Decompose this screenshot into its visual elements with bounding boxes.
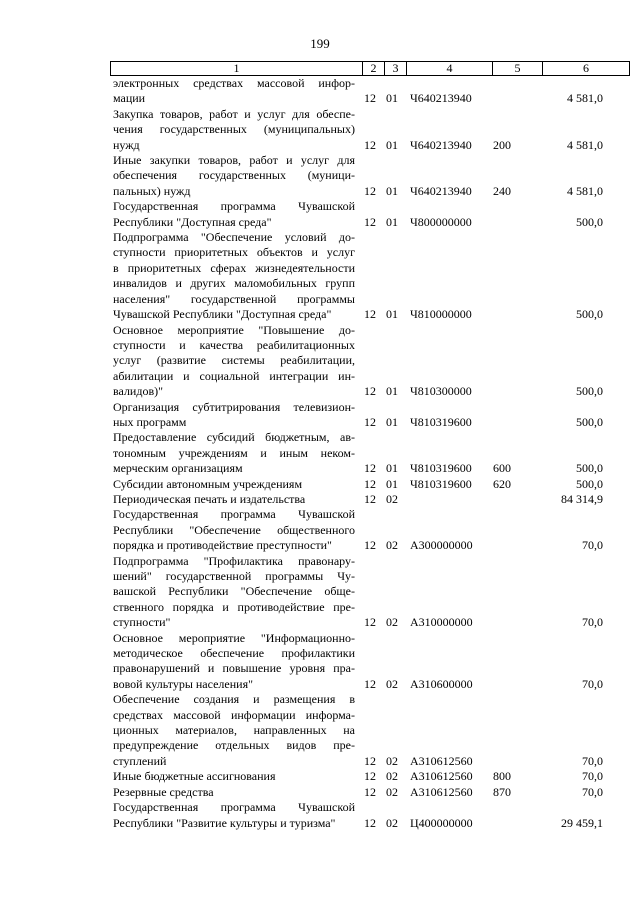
- table-row: [0, 492, 640, 507]
- target-article-code: Ч810000000: [410, 307, 472, 322]
- table-row: [0, 230, 640, 322]
- description-line: Субсидии автономным учреждениям: [113, 476, 303, 491]
- description-line: в приоритетных сферах жизнедеятельности: [113, 260, 355, 275]
- table-row: [0, 477, 640, 492]
- subsection-code: 02: [386, 676, 398, 691]
- description-line: пальных) нужд: [113, 183, 191, 198]
- description-line: абилитации и социальной интеграции ин-: [113, 368, 355, 383]
- table-row: [0, 785, 640, 800]
- section-code: 12: [364, 461, 376, 476]
- table-row: [0, 769, 640, 784]
- column-header-row: [111, 62, 630, 76]
- amount: 500,0: [576, 476, 603, 491]
- amount: 70,0: [582, 538, 603, 553]
- section-code: 12: [364, 307, 376, 322]
- table-row: [0, 692, 640, 769]
- description-line: Государственная программа Чувашской: [113, 507, 355, 522]
- section-code: 12: [364, 769, 376, 784]
- amount: 70,0: [582, 676, 603, 691]
- section-code: 12: [364, 384, 376, 399]
- section-code: 12: [364, 91, 376, 106]
- target-article-code: Ц400000000: [410, 815, 473, 830]
- section-code: 12: [364, 753, 376, 768]
- amount: 4 581,0: [567, 183, 603, 198]
- column-header-6: 6: [543, 62, 630, 76]
- target-article-code: Ч810319600: [410, 476, 472, 491]
- description-line: валидов)": [113, 384, 164, 399]
- description-line: Республики "Обеспечение общественного: [113, 522, 355, 537]
- expense-type-code: 620: [493, 476, 511, 491]
- row-description: [113, 153, 355, 199]
- target-article-code: Ч640213940: [410, 137, 472, 152]
- table-row: [0, 507, 640, 553]
- description-line: Резервные средства: [113, 784, 214, 799]
- description-line: Периодическая печать и издательства: [113, 491, 306, 506]
- description-line: мации: [113, 91, 146, 106]
- row-description: [113, 430, 355, 476]
- amount: 500,0: [576, 414, 603, 429]
- description-line: методическое обеспечение профилактики: [113, 646, 355, 661]
- description-line: Государственная программа Чувашской: [113, 199, 355, 214]
- subsection-code: 01: [386, 461, 398, 476]
- subsection-code: 01: [386, 214, 398, 229]
- table-row: [0, 554, 640, 631]
- amount: 70,0: [582, 784, 603, 799]
- row-description: [113, 230, 355, 322]
- description-line: Подпрограмма "Профилактика правонару-: [113, 553, 355, 568]
- amount: 500,0: [576, 214, 603, 229]
- target-article-code: Ч810300000: [410, 384, 472, 399]
- description-line: Государственная программа Чувашской: [113, 800, 355, 815]
- amount: 500,0: [576, 384, 603, 399]
- description-line: ционных материалов, направленных на: [113, 723, 355, 738]
- target-article-code: Ч640213940: [410, 183, 472, 198]
- row-description: [113, 199, 355, 230]
- amount: 4 581,0: [567, 91, 603, 106]
- amount: 4 581,0: [567, 137, 603, 152]
- section-code: 12: [364, 137, 376, 152]
- subsection-code: 01: [386, 414, 398, 429]
- description-line: Иные закупки товаров, работ и услуг для: [113, 153, 355, 168]
- description-line: Республики "Развитие культуры и туризма": [113, 815, 336, 830]
- target-article-code: А300000000: [410, 538, 473, 553]
- description-line: Основное мероприятие "Повышение до-: [113, 322, 355, 337]
- subsection-code: 01: [386, 307, 398, 322]
- description-line: ступности": [113, 615, 171, 630]
- target-article-code: Ч810319600: [410, 414, 472, 429]
- amount: 70,0: [582, 753, 603, 768]
- column-header-2: 2: [363, 62, 385, 76]
- target-article-code: Ч640213940: [410, 91, 472, 106]
- subsection-code: 01: [386, 91, 398, 106]
- row-description: [113, 400, 355, 431]
- column-header-table: [110, 61, 630, 76]
- description-line: Республики "Доступная среда": [113, 214, 272, 229]
- row-description: [113, 631, 355, 693]
- description-line: порядка и противодействие преступности": [113, 538, 332, 553]
- description-line: ступности и качества реабилитационных: [113, 337, 355, 352]
- subsection-code: 01: [386, 384, 398, 399]
- description-line: ных программ: [113, 414, 187, 429]
- section-code: 12: [364, 214, 376, 229]
- description-line: Обеспечение создания и размещения в: [113, 692, 355, 707]
- subsection-code: 01: [386, 476, 398, 491]
- row-description: [113, 769, 355, 784]
- description-line: Основное мероприятие "Информационно-: [113, 630, 355, 645]
- description-line: чения государственных (муниципальных): [113, 122, 355, 137]
- description-line: правонарушений и повышение уровня пра-: [113, 661, 355, 676]
- row-description: [113, 76, 355, 107]
- row-description: [113, 785, 355, 800]
- description-line: мерческим организациям: [113, 461, 243, 476]
- expense-type-code: 240: [493, 183, 511, 198]
- description-line: электронных средствах массовой инфор-: [113, 76, 355, 90]
- subsection-code: 02: [386, 784, 398, 799]
- section-code: 12: [364, 676, 376, 691]
- target-article-code: А310612560: [410, 769, 473, 784]
- description-line: услуг (развитие системы реабилитации,: [113, 353, 355, 368]
- row-description: [113, 800, 355, 831]
- expense-type-code: 870: [493, 784, 511, 799]
- expense-type-code: 800: [493, 769, 511, 784]
- budget-table-body: [0, 76, 640, 831]
- description-line: вашской Республики "Обеспечение обще-: [113, 584, 355, 599]
- row-description: [113, 507, 355, 553]
- column-header-3: 3: [385, 62, 407, 76]
- row-description: [113, 554, 355, 631]
- table-row: [0, 153, 640, 199]
- subsection-code: 01: [386, 183, 398, 198]
- target-article-code: А310612560: [410, 784, 473, 799]
- target-article-code: А310600000: [410, 676, 473, 691]
- description-line: предупреждение отдельных видов пре-: [113, 738, 355, 753]
- row-description: [113, 477, 355, 492]
- column-header-5: 5: [493, 62, 543, 76]
- description-line: Иные бюджетные ассигнования: [113, 769, 276, 784]
- target-article-code: Ч800000000: [410, 214, 472, 229]
- expense-type-code: 600: [493, 461, 511, 476]
- section-code: 12: [364, 815, 376, 830]
- amount: 29 459,1: [561, 815, 603, 830]
- description-line: шений" государственной программы Чу-: [113, 569, 355, 583]
- subsection-code: 02: [386, 815, 398, 830]
- description-line: средствах массовой информации информа-: [113, 707, 355, 722]
- subsection-code: 02: [386, 615, 398, 630]
- table-row: [0, 631, 640, 693]
- row-description: [113, 692, 355, 769]
- description-line: обеспечения государственных (муници-: [113, 168, 355, 183]
- description-line: инвалидов и других маломобильных групп: [113, 276, 355, 291]
- section-code: 12: [364, 538, 376, 553]
- subsection-code: 01: [386, 137, 398, 152]
- description-line: населения" государственной программы: [113, 291, 355, 306]
- table-row: [0, 76, 640, 107]
- target-article-code: А310000000: [410, 615, 473, 630]
- amount: 70,0: [582, 769, 603, 784]
- row-description: [113, 492, 355, 507]
- section-code: 12: [364, 414, 376, 429]
- amount: 500,0: [576, 307, 603, 322]
- table-row: [0, 400, 640, 431]
- table-row: [0, 323, 640, 400]
- subsection-code: 02: [386, 753, 398, 768]
- description-line: ступности приоритетных объектов и услуг: [113, 245, 355, 260]
- amount: 70,0: [582, 615, 603, 630]
- row-description: [113, 107, 355, 153]
- description-line: Чувашской Республики "Доступная среда": [113, 307, 332, 322]
- description-line: вовой культуры населения": [113, 676, 253, 691]
- description-line: нужд: [113, 137, 140, 152]
- column-header-1: 1: [111, 62, 363, 76]
- page-number: 199: [310, 36, 330, 51]
- table-row: [0, 430, 640, 476]
- table-row: [0, 107, 640, 153]
- section-code: 12: [364, 784, 376, 799]
- subsection-code: 02: [386, 491, 398, 506]
- description-line: ственного порядка и противодействие пре-: [113, 599, 355, 614]
- amount: 84 314,9: [561, 491, 603, 506]
- description-line: Организация субтитрирования телевизион-: [113, 399, 355, 414]
- table-row: [0, 800, 640, 831]
- description-line: тономным учреждениям и иным неком-: [113, 445, 355, 460]
- description-line: ступлений: [113, 753, 167, 768]
- subsection-code: 02: [386, 769, 398, 784]
- section-code: 12: [364, 476, 376, 491]
- description-line: Подпрограмма "Обеспечение условий до-: [113, 230, 355, 245]
- section-code: 12: [364, 183, 376, 198]
- description-line: Предоставление субсидий бюджетным, ав-: [113, 430, 355, 445]
- expense-type-code: 200: [493, 137, 511, 152]
- amount: 500,0: [576, 461, 603, 476]
- subsection-code: 02: [386, 538, 398, 553]
- section-code: 12: [364, 615, 376, 630]
- column-header-4: 4: [407, 62, 493, 76]
- target-article-code: А310612560: [410, 753, 473, 768]
- description-line: Закупка товаров, работ и услуг для обеспе-: [113, 106, 355, 121]
- target-article-code: Ч810319600: [410, 461, 472, 476]
- table-row: [0, 199, 640, 230]
- row-description: [113, 323, 355, 400]
- section-code: 12: [364, 491, 376, 506]
